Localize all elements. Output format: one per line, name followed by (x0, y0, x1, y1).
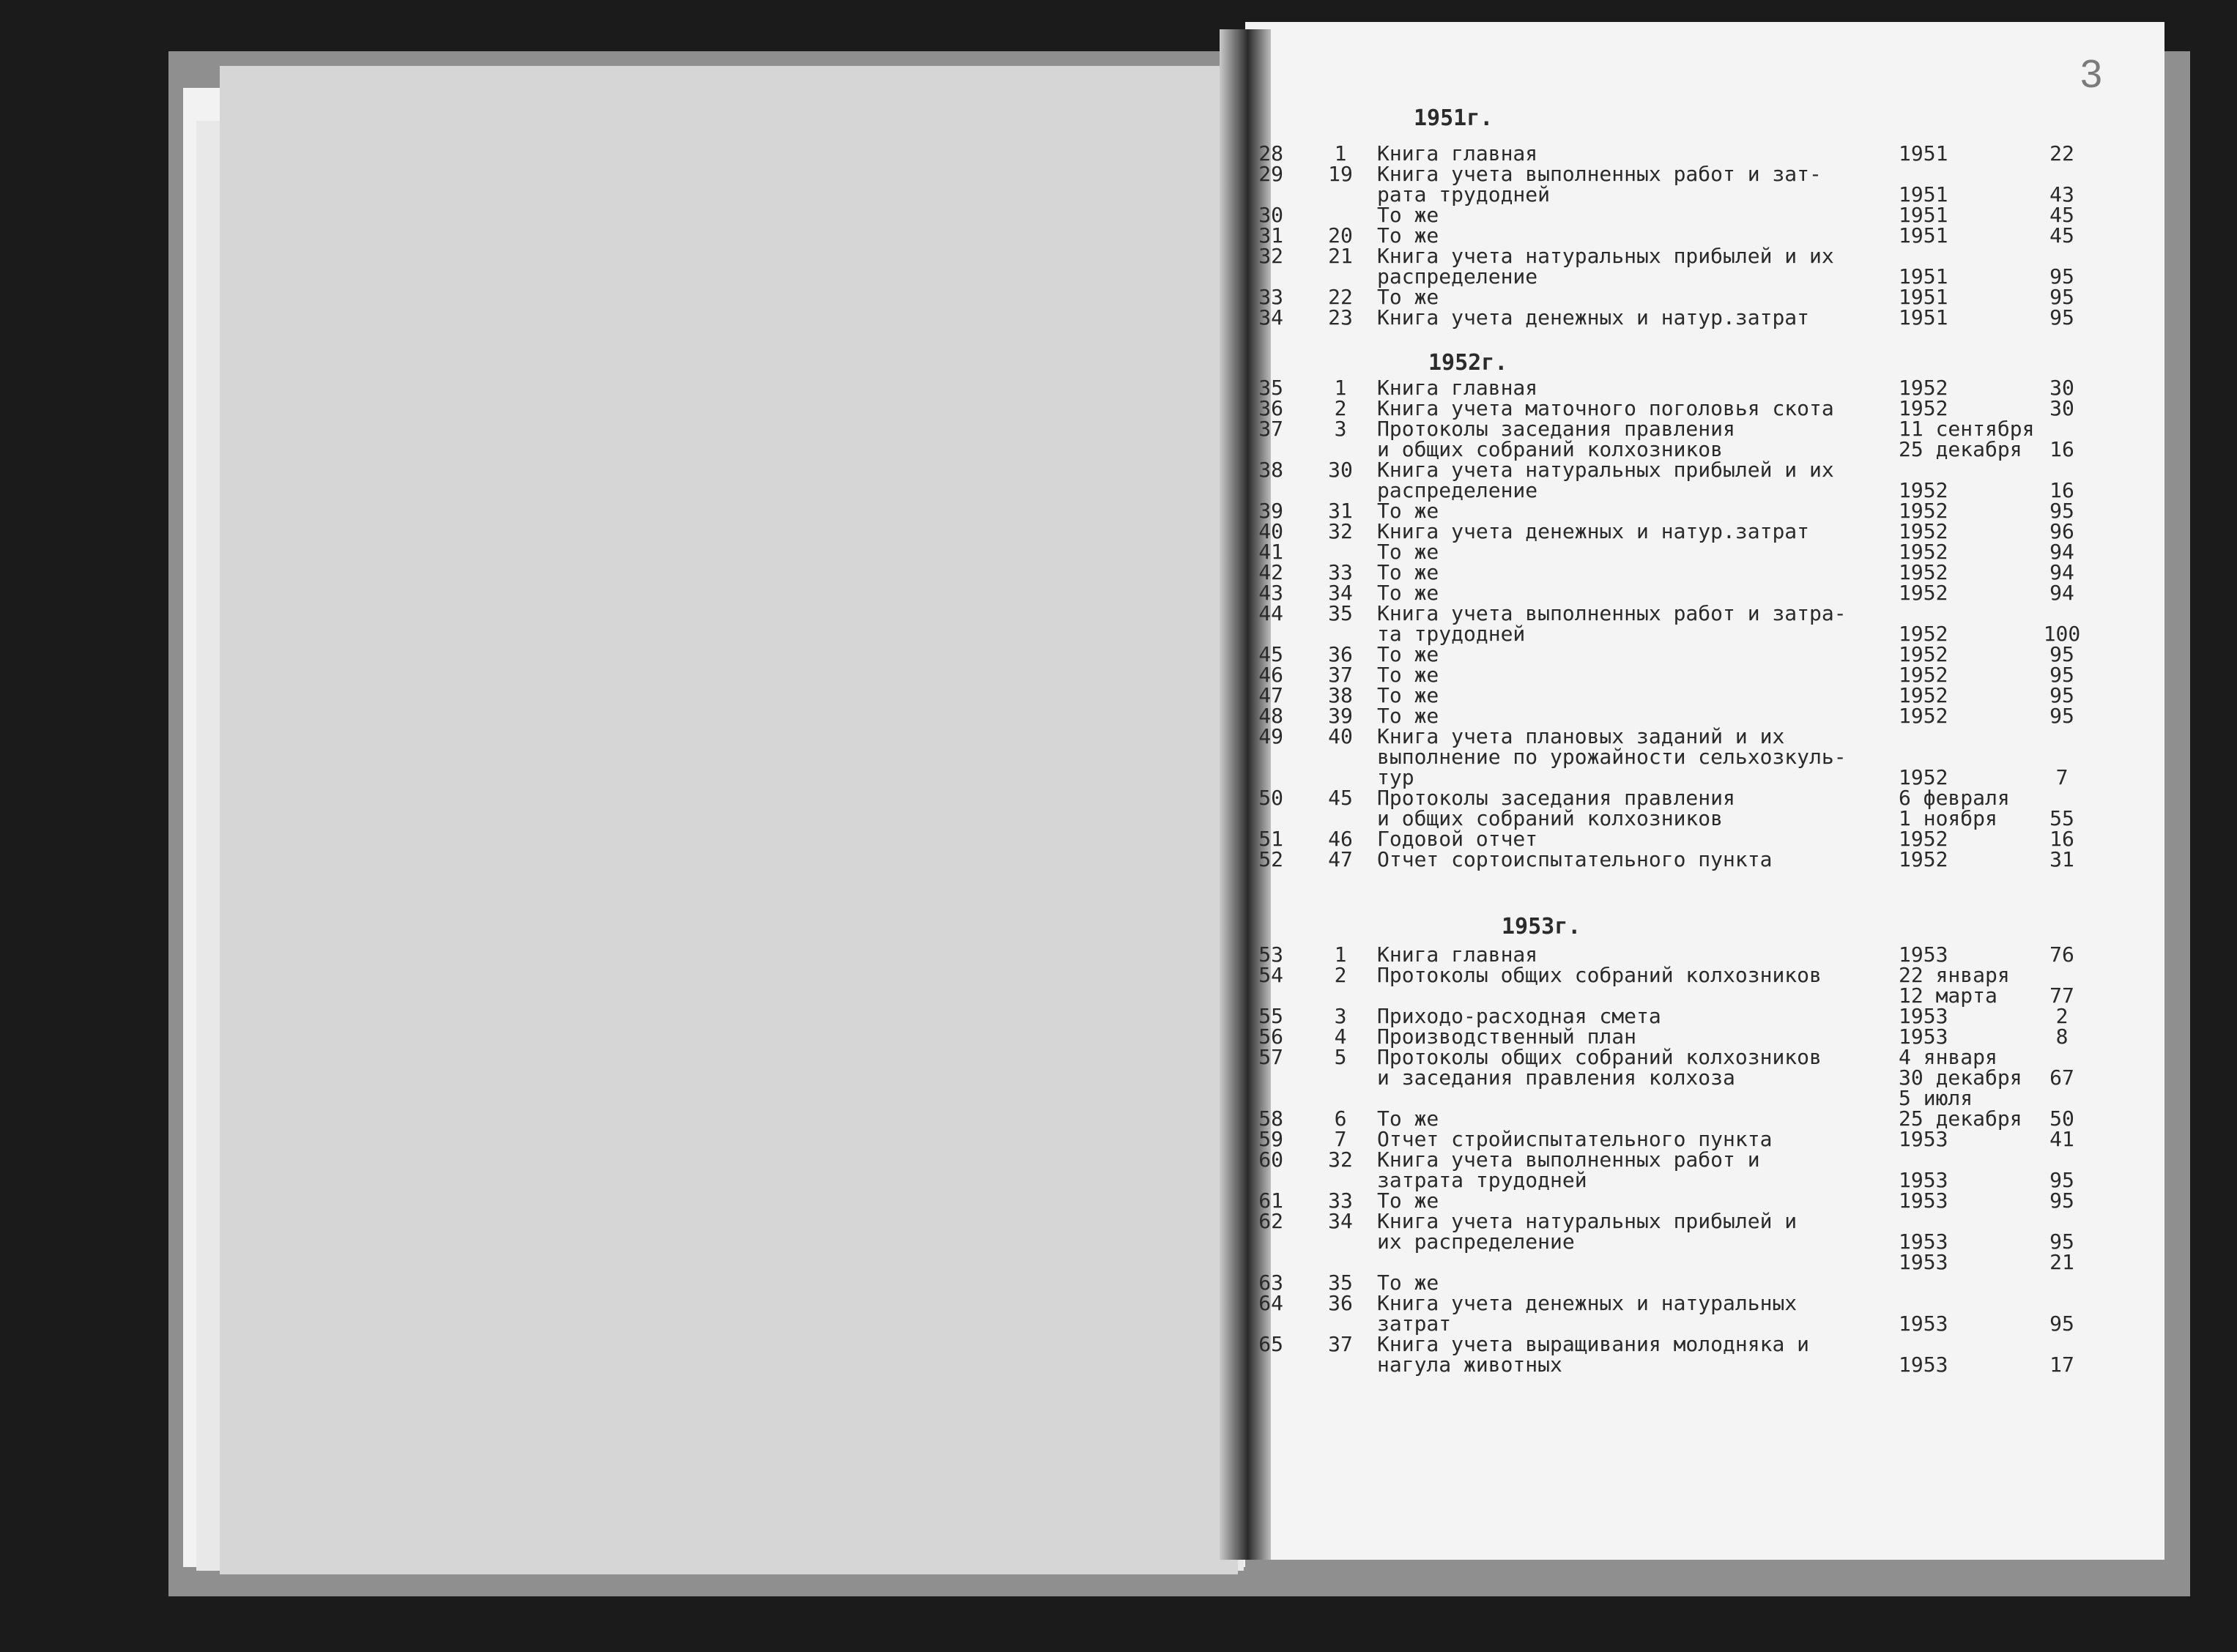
item-number: 50 (1258, 786, 1283, 810)
sheet-count: 95 (2049, 642, 2074, 666)
item-date: 1953 (1899, 1127, 1948, 1151)
item-date: 25 декабря (1899, 1106, 2022, 1131)
item-date: 4 января (1899, 1045, 1997, 1069)
item-date: 1952 (1899, 663, 1948, 687)
inventory-row (0, 398, 2237, 419)
item-title: То же (1377, 540, 1439, 564)
inventory-row (0, 1293, 2237, 1314)
item-title: Книга учета выполненных работ и зат- (1377, 162, 1822, 186)
item-date: 1952 (1899, 704, 1948, 728)
inventory-number: 4 (1334, 1024, 1347, 1049)
item-date: 1953 (1899, 1168, 1948, 1192)
inventory-number: 6 (1334, 1106, 1347, 1131)
item-title: То же (1377, 663, 1439, 687)
inventory-row (0, 1006, 2237, 1027)
inventory-number: 34 (1328, 1209, 1353, 1233)
item-date: 1953 (1899, 1024, 1948, 1049)
inventory-row (0, 1147, 2237, 1172)
year-heading: 1951г. (1414, 105, 1494, 131)
item-date: 22 января (1899, 963, 2010, 987)
sheet-count: 94 (2049, 581, 2074, 605)
inventory-row (0, 460, 2237, 480)
inventory-number: 1 (1334, 376, 1347, 400)
item-date: 1952 (1899, 622, 1948, 646)
item-number: 57 (1258, 1045, 1283, 1069)
item-date: 1953 (1899, 1353, 1948, 1377)
inventory-row (0, 583, 2237, 603)
inventory-number: 34 (1328, 581, 1353, 605)
inventory-row (0, 983, 2237, 1008)
item-date: 1953 (1899, 1229, 1948, 1254)
item-date: 11 сентября (1899, 417, 2035, 441)
item-title: То же (1377, 223, 1439, 248)
inventory-number: 46 (1328, 827, 1353, 851)
item-number: 33 (1258, 285, 1283, 309)
inventory-row (0, 1355, 2237, 1375)
inventory-number: 22 (1328, 285, 1353, 309)
item-title: тур (1377, 765, 1414, 789)
item-title: То же (1377, 581, 1439, 605)
sheet-count: 77 (2049, 983, 2074, 1008)
item-title: Производственный план (1377, 1024, 1637, 1049)
sheet-count: 95 (2049, 1188, 2074, 1213)
item-number: 51 (1258, 827, 1283, 851)
sheet-count: 16 (2049, 478, 2074, 502)
item-date: 1 ноября (1899, 806, 1997, 830)
inventory-number: 23 (1328, 305, 1353, 330)
item-number: 54 (1258, 963, 1283, 987)
sheet-count: 22 (2049, 141, 2074, 165)
item-date: 1953 (1899, 1188, 1948, 1213)
inventory-number: 32 (1328, 1147, 1353, 1172)
item-number: 61 (1258, 1188, 1283, 1213)
sheet-count: 16 (2049, 827, 2074, 851)
sheet-count: 95 (2049, 1311, 2074, 1336)
item-number: 56 (1258, 1024, 1283, 1049)
item-number: 29 (1258, 162, 1283, 186)
item-number: 31 (1258, 223, 1283, 248)
sheet-count: 95 (2049, 663, 2074, 687)
inventory-row (0, 808, 2237, 829)
inventory-number: 7 (1334, 1127, 1347, 1151)
item-title: выполнение по урожайности сельхозкуль- (1377, 745, 1847, 769)
inventory-number: 38 (1328, 683, 1353, 707)
sheet-count: 8 (2055, 1024, 2069, 1049)
item-number: 64 (1258, 1291, 1283, 1315)
sheet-count: 94 (2049, 560, 2074, 584)
inventory-number: 31 (1328, 499, 1353, 523)
item-title: и заседания правления колхоза (1377, 1065, 1735, 1090)
sheet-count: 55 (2049, 806, 2074, 830)
item-title: Книга учета денежных и натур.затрат (1377, 305, 1810, 330)
item-number: 53 (1258, 942, 1283, 967)
inventory-row (0, 182, 2237, 206)
item-title: Протоколы заседания правления (1377, 786, 1735, 810)
page-number: 3 (2080, 52, 2103, 96)
inventory-row (0, 665, 2237, 685)
item-title: Книга учета натуральных прибылей и (1377, 1209, 1798, 1233)
sheet-count: 95 (2049, 704, 2074, 728)
inventory-number: 2 (1334, 963, 1347, 987)
item-number: 32 (1258, 244, 1283, 268)
inventory-row (0, 747, 2237, 767)
item-title: Книга учета выполненных работ и (1377, 1147, 1760, 1172)
item-title: Приходо-расходная смета (1377, 1004, 1661, 1028)
inventory-number: 40 (1328, 724, 1353, 748)
item-title: Отчет стройиспытательного пункта (1377, 1127, 1773, 1151)
item-number: 28 (1258, 141, 1283, 165)
sheet-count: 45 (2049, 223, 2074, 248)
item-number: 37 (1258, 417, 1283, 441)
inventory-number: 3 (1334, 417, 1347, 441)
sheet-count: 43 (2049, 182, 2074, 206)
item-number: 47 (1258, 683, 1283, 707)
year-heading: 1953г. (1502, 914, 1581, 940)
inventory-row (0, 1252, 2237, 1273)
item-title: То же (1377, 499, 1439, 523)
item-date: 1953 (1899, 942, 1948, 967)
sheet-count: 96 (2049, 519, 2074, 543)
item-number: 39 (1258, 499, 1283, 523)
item-title: То же (1377, 1188, 1439, 1213)
item-number: 52 (1258, 847, 1283, 871)
inventory-number: 37 (1328, 663, 1353, 687)
inventory-number: 33 (1328, 560, 1353, 584)
inventory-number: 1 (1334, 942, 1347, 967)
item-number: 34 (1258, 305, 1283, 330)
sheet-count: 95 (2049, 285, 2074, 309)
item-date: 1952 (1899, 827, 1948, 851)
inventory-row (0, 829, 2237, 849)
item-date: 5 июля (1899, 1086, 1973, 1110)
inventory-row (0, 521, 2237, 542)
item-number: 35 (1258, 376, 1283, 400)
sheet-count: 30 (2049, 376, 2074, 400)
sheet-count: 50 (2049, 1106, 2074, 1131)
sheet-count: 95 (2049, 1229, 2074, 1254)
inventory-row (0, 287, 2237, 308)
item-title: и общих собраний колхозников (1377, 806, 1724, 830)
item-title: Книга главная (1377, 942, 1538, 967)
item-number: 62 (1258, 1209, 1283, 1233)
item-date: 1952 (1899, 499, 1948, 523)
inventory-row (0, 164, 2237, 185)
sheet-count: 21 (2049, 1250, 2074, 1274)
item-title: и общих собраний колхозников (1377, 437, 1724, 461)
item-title: Книга учета выполненных работ и затра- (1377, 601, 1847, 625)
inventory-number: 47 (1328, 847, 1353, 871)
inventory-row (0, 1270, 2237, 1295)
inventory-row (0, 767, 2237, 788)
item-date: 1951 (1899, 141, 1948, 165)
inventory-row (0, 685, 2237, 706)
item-date: 1951 (1899, 305, 1948, 330)
item-date: 12 марта (1899, 983, 1997, 1008)
inventory-row (0, 1188, 2237, 1213)
item-number: 43 (1258, 581, 1283, 605)
inventory-row (0, 644, 2237, 665)
inventory-row (0, 305, 2237, 330)
inventory-row (0, 419, 2237, 439)
item-date: 1951 (1899, 203, 1948, 227)
item-title: Годовой отчет (1377, 827, 1538, 851)
item-number: 45 (1258, 642, 1283, 666)
item-number: 46 (1258, 663, 1283, 687)
item-title: та трудодней (1377, 622, 1526, 646)
item-title: Книга учета денежных и натуральных (1377, 1291, 1798, 1315)
inventory-number: 36 (1328, 1291, 1353, 1315)
item-date: 1952 (1899, 560, 1948, 584)
inventory-number: 32 (1328, 519, 1353, 543)
item-title: Книга учета натуральных прибылей и их (1377, 244, 1834, 268)
sheet-count: 31 (2049, 847, 2074, 871)
inventory-row (0, 603, 2237, 624)
inventory-row (0, 542, 2237, 562)
item-title: Протоколы заседания правления (1377, 417, 1735, 441)
sheet-count: 100 (2043, 622, 2081, 646)
item-title: То же (1377, 285, 1439, 309)
item-date: 1952 (1899, 847, 1948, 871)
year-heading: 1952г. (1428, 350, 1508, 376)
inventory-row (0, 965, 2237, 986)
item-title: их распределение (1377, 1229, 1575, 1254)
item-number: 58 (1258, 1106, 1283, 1131)
item-date: 1953 (1899, 1004, 1948, 1028)
item-number: 65 (1258, 1332, 1283, 1356)
inventory-row (0, 849, 2237, 870)
inventory-row (0, 1106, 2237, 1131)
inventory-number: 45 (1328, 786, 1353, 810)
item-title: затрат (1377, 1311, 1452, 1336)
item-title: Книга учета плановых заданий и их (1377, 724, 1785, 748)
sheet-count: 95 (2049, 305, 2074, 330)
item-date: 1951 (1899, 285, 1948, 309)
inventory-row (0, 246, 2237, 267)
item-date: 1952 (1899, 478, 1948, 502)
sheet-count: 95 (2049, 499, 2074, 523)
inventory-number: 3 (1334, 1004, 1347, 1028)
inventory-row (0, 205, 2237, 226)
inventory-row (0, 378, 2237, 398)
inventory-row (0, 706, 2237, 726)
inventory-number: 20 (1328, 223, 1353, 248)
item-title: Отчет сортоиспытательного пункта (1377, 847, 1773, 871)
inventory-row (0, 501, 2237, 521)
item-date: 1953 (1899, 1311, 1948, 1336)
inventory-row (0, 1088, 2237, 1109)
item-title: Протоколы общих собраний колхозников (1377, 1045, 1822, 1069)
inventory-number: 19 (1328, 162, 1353, 186)
inventory-row (0, 942, 2237, 967)
sheet-count: 41 (2049, 1127, 2074, 1151)
inventory-row (0, 1211, 2237, 1232)
inventory-row (0, 264, 2237, 289)
item-title: То же (1377, 683, 1439, 707)
inventory-row (0, 624, 2237, 644)
sheet-count: 17 (2049, 1353, 2074, 1377)
sheet-count: 95 (2049, 264, 2074, 289)
inventory-row (0, 562, 2237, 583)
item-number: 42 (1258, 560, 1283, 584)
item-title: То же (1377, 203, 1439, 227)
item-date: 1951 (1899, 264, 1948, 289)
inventory-row (0, 788, 2237, 808)
sheet-count: 2 (2055, 1004, 2069, 1028)
item-date: 1951 (1899, 223, 1948, 248)
inventory-row (0, 726, 2237, 747)
inventory-number: 2 (1334, 396, 1347, 420)
item-number: 38 (1258, 458, 1283, 482)
item-title: Книга учета натуральных прибылей и их (1377, 458, 1834, 482)
item-title: То же (1377, 642, 1439, 666)
item-title: нагула животных (1377, 1353, 1562, 1377)
sheet-count: 95 (2049, 1168, 2074, 1192)
inventory-number: 37 (1328, 1332, 1353, 1356)
item-number: 59 (1258, 1127, 1283, 1151)
item-date: 1952 (1899, 683, 1948, 707)
item-date: 6 февраля (1899, 786, 2010, 810)
item-number: 44 (1258, 601, 1283, 625)
item-title: То же (1377, 560, 1439, 584)
item-number: 55 (1258, 1004, 1283, 1028)
inventory-number: 35 (1328, 601, 1353, 625)
item-date: 1951 (1899, 182, 1948, 206)
sheet-count: 16 (2049, 437, 2074, 461)
inventory-number: 1 (1334, 141, 1347, 165)
item-title: Книга учета маточного поголовья скота (1377, 396, 1834, 420)
inventory-row (0, 1065, 2237, 1090)
inventory-row (0, 1170, 2237, 1191)
item-date: 30 декабря (1899, 1065, 2022, 1090)
inventory-number: 33 (1328, 1188, 1353, 1213)
inventory-row (0, 1024, 2237, 1049)
inventory-number: 36 (1328, 642, 1353, 666)
inventory-row (0, 1334, 2237, 1355)
item-number: 30 (1258, 203, 1283, 227)
sheet-count: 7 (2055, 765, 2069, 789)
item-number: 41 (1258, 540, 1283, 564)
item-title: Книга главная (1377, 141, 1538, 165)
item-title: Книга учета денежных и натур.затрат (1377, 519, 1810, 543)
sheet-count: 30 (2049, 396, 2074, 420)
item-date: 1952 (1899, 519, 1948, 543)
item-date: 1952 (1899, 396, 1948, 420)
sheet-count: 94 (2049, 540, 2074, 564)
inventory-row (0, 223, 2237, 248)
sheet-count: 45 (2049, 203, 2074, 227)
inventory-number: 5 (1334, 1045, 1347, 1069)
item-date: 1952 (1899, 581, 1948, 605)
inventory-number: 35 (1328, 1270, 1353, 1295)
item-number: 36 (1258, 396, 1283, 420)
item-title: То же (1377, 1270, 1439, 1295)
inventory-row (0, 439, 2237, 460)
item-number: 49 (1258, 724, 1283, 748)
item-number: 63 (1258, 1270, 1283, 1295)
item-number: 48 (1258, 704, 1283, 728)
item-number: 40 (1258, 519, 1283, 543)
item-title: Протоколы общих собраний колхозников (1377, 963, 1822, 987)
inventory-row (0, 1047, 2237, 1068)
item-title: Книга главная (1377, 376, 1538, 400)
inventory-row (0, 480, 2237, 501)
inventory-row (0, 1129, 2237, 1150)
item-title: рата трудодней (1377, 182, 1551, 206)
inventory-row (0, 1311, 2237, 1336)
sheet-count: 95 (2049, 683, 2074, 707)
item-date: 1952 (1899, 765, 1948, 789)
item-title: То же (1377, 704, 1439, 728)
inventory-number: 30 (1328, 458, 1353, 482)
sheet-count: 67 (2049, 1065, 2074, 1090)
inventory-number: 21 (1328, 244, 1353, 268)
inventory-row (0, 141, 2237, 165)
item-title: распределение (1377, 478, 1538, 502)
item-title: То же (1377, 1106, 1439, 1131)
item-title: затрата трудодней (1377, 1168, 1587, 1192)
inventory-row (0, 1229, 2237, 1254)
item-date: 1952 (1899, 642, 1948, 666)
item-number: 60 (1258, 1147, 1283, 1172)
item-date: 1953 (1899, 1250, 1948, 1274)
item-title: распределение (1377, 264, 1538, 289)
item-date: 1952 (1899, 540, 1948, 564)
item-date: 1952 (1899, 376, 1948, 400)
item-date: 25 декабря (1899, 437, 2022, 461)
item-title: Книга учета выращивания молодняка и (1377, 1332, 1810, 1356)
sheet-count: 76 (2049, 942, 2074, 967)
inventory-number: 39 (1328, 704, 1353, 728)
